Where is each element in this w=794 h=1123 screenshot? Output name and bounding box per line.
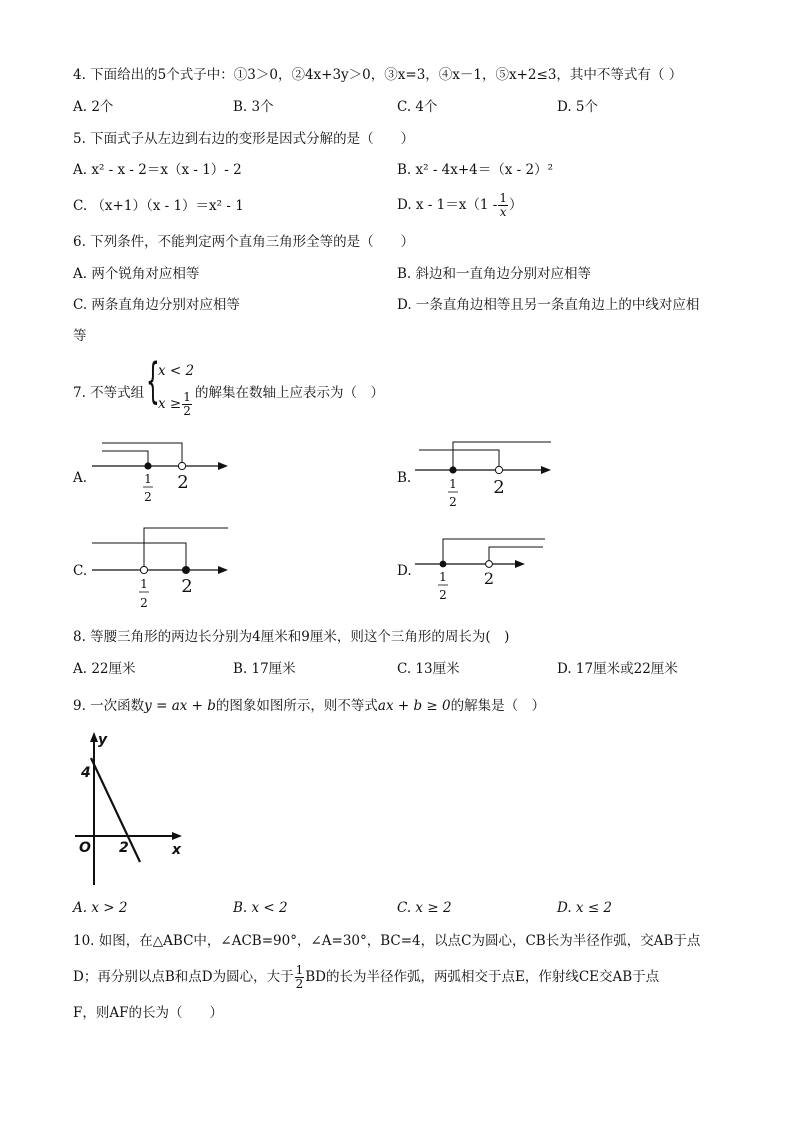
q7-number-line-a	[92, 440, 232, 510]
q6-option-d: D. 一条直角边相等且另一条直角边上的中线对应相	[397, 297, 700, 313]
fraction-numerator: 1	[183, 390, 191, 404]
fraction-denominator: x	[499, 205, 507, 219]
fraction-denominator: 2	[183, 404, 191, 418]
q5-option-d	[397, 187, 522, 223]
q4-stem-pre: 4. 下面给出的5个式子中：	[73, 67, 234, 83]
q7-stem-post: 的解集在数轴上应表示为（ ）	[195, 385, 384, 401]
q4-expr-4: ④x－1	[438, 67, 482, 83]
q5-option-b: B. x² - 4x+4＝（x - 2）²	[397, 162, 554, 178]
q4-expr-2: ②4x+3y＞0	[291, 67, 371, 83]
q9-stem-mid: 的图象如图所示，则不等式	[215, 698, 378, 714]
q9-stem	[73, 697, 545, 715]
q9-option-c: C. x ≥ 2	[397, 900, 452, 916]
q6-option-c: C. 两条直角边分别对应相等	[73, 297, 240, 313]
q9-inequality: ax + b ≥ 0	[377, 698, 451, 714]
q5-option-a: A. x² - x - 2＝x（x - 1）- 2	[73, 162, 242, 178]
tick-numerator: 1	[144, 472, 152, 486]
q9-function: y = ax + b	[144, 698, 216, 714]
q10-line-3: F，则AF的长为（ ）	[73, 1005, 223, 1021]
tick-numerator: 1	[140, 577, 148, 591]
q7-option-b-label: B.	[397, 470, 412, 486]
tick-denominator: 2	[140, 596, 148, 610]
q4-option-c: C. 4个	[397, 99, 438, 115]
q9-stem-post: 的解集是（ ）	[450, 698, 546, 714]
q4-option-d: D. 5个	[557, 99, 599, 115]
q5-stem: 5. 下面式子从左边到右边的变形是因式分解的是（ ）	[73, 131, 415, 147]
q10-line-2	[73, 957, 659, 997]
q10-half-fraction	[295, 964, 305, 991]
q10-line-1: 10. 如图，在△ABC中，∠ACB=90°，∠A=30°，BC=4，以点C为圆心，CB长为半径作弧，交AB于点	[73, 933, 701, 949]
origin-label: O	[79, 840, 91, 856]
fraction-numerator: 1	[499, 191, 507, 205]
q7-inequality-1: x < 2	[158, 363, 195, 379]
q4-option-a: A. 2个	[73, 99, 114, 115]
q8-option-b: B. 17厘米	[233, 661, 296, 677]
q8-option-a: A. 22厘米	[73, 661, 136, 677]
q5-option-d-post: ）	[508, 197, 523, 213]
q4-stem-post: ，其中不等式有（ ）	[556, 67, 683, 83]
system-brace: {	[146, 353, 160, 409]
q7-option-d-label: D.	[397, 563, 412, 579]
tick-two: 2	[177, 472, 189, 493]
q6-option-b: B. 斜边和一直角边分别对应相等	[397, 266, 592, 282]
q7-option-c-label: C.	[73, 563, 88, 579]
q10-line-2-pre: D；再分别以点B和点D为圆心，大于	[73, 969, 294, 985]
q8-option-c: C. 13厘米	[397, 661, 460, 677]
tick-numerator: 1	[439, 570, 447, 584]
q9-option-b: B. x < 2	[233, 900, 288, 916]
q4-expr-1: ①3＞0	[233, 67, 278, 83]
q9-stem-pre: 9. 一次函数	[73, 698, 145, 714]
tick-two: 2	[493, 477, 505, 498]
q5-option-d-fraction	[498, 192, 508, 219]
q9-function-graph	[72, 730, 192, 890]
q7-option-a-label: A.	[73, 470, 88, 486]
y-intercept-label: 4	[81, 765, 91, 781]
tick-denominator: 2	[449, 495, 457, 509]
x-axis-label: x	[172, 842, 182, 858]
q4-expr-5: ⑤x+2≤3	[495, 67, 557, 83]
q7-number-line-c	[92, 525, 242, 615]
q5-option-c: C. （x+1）（x - 1）＝x² - 1	[73, 198, 244, 214]
q4-option-b: B. 3个	[233, 99, 274, 115]
q4-expr-3: ③x=3	[384, 67, 426, 83]
q9-option-d: D. x ≤ 2	[557, 900, 613, 916]
fraction-numerator: 1	[295, 963, 304, 977]
q5-option-d-pre: D. x - 1＝x（1 -	[397, 197, 498, 213]
tick-denominator: 2	[439, 588, 447, 602]
tick-two: 2	[483, 569, 495, 588]
q8-stem: 8. 等腰三角形的两边长分别为4厘米和9厘米，则这个三角形的周长为( )	[73, 629, 510, 645]
q7-number-line-d	[415, 522, 545, 602]
tick-two: 2	[181, 576, 193, 597]
q9-option-a: A. x > 2	[73, 900, 128, 916]
q8-option-d: D. 17厘米或22厘米	[557, 661, 678, 677]
tick-numerator: 1	[449, 477, 457, 491]
q4-stem: 4. 下面给出的5个式子中：①3＞0，②4x+3y＞0，③x=3，④x－1，⑤x+2≤3，其中不等式有（ ）	[73, 67, 683, 83]
q7-stem-pre: 7. 不等式组	[73, 385, 145, 401]
tick-denominator: 2	[144, 490, 152, 504]
x-intercept-label: 2	[119, 840, 129, 856]
q7-half-fraction	[182, 391, 192, 418]
fraction-denominator: 2	[295, 977, 304, 991]
q10-line-2-post: BD的长为半径作弧，两弧相交于点E，作射线CE交AB于点	[305, 969, 660, 985]
y-axis-label: y	[98, 732, 108, 748]
q6-stem: 6. 下列条件，不能判定两个直角三角形全等的是（ ）	[73, 234, 415, 250]
q7-number-line-b	[415, 438, 565, 513]
q7-inequality-2-pre: x ≥	[158, 396, 182, 412]
q6-option-a: A. 两个锐角对应相等	[73, 266, 200, 282]
q6-option-d-wrap: 等	[73, 328, 87, 344]
q7-inequality-2	[158, 384, 193, 424]
